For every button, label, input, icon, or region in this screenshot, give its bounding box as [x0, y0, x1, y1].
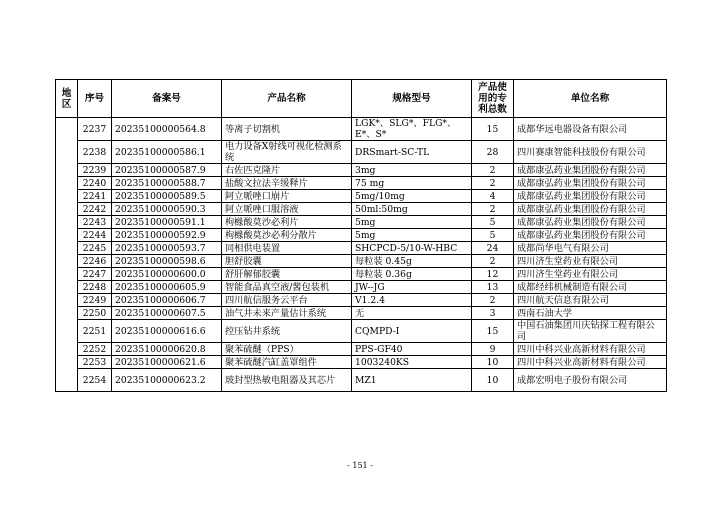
patents-cell: 5 — [472, 229, 514, 242]
model-cell: CQMPD-I — [352, 320, 472, 343]
seq-cell: 2243 — [78, 216, 112, 229]
product-name-cell: 同相供电装置 — [222, 242, 352, 255]
unit-cell: 四川中科兴业高新材料有限公司 — [514, 343, 667, 356]
header-row — [56, 80, 667, 118]
patents-cell: 5 — [472, 216, 514, 229]
seq-cell: 2239 — [78, 164, 112, 177]
header-seq: 序号 — [78, 80, 112, 118]
patents-cell: 13 — [472, 281, 514, 294]
product-name-cell: 枸橼酸莫沙必利分散片 — [222, 229, 352, 242]
model-cell: SHCPCD-5/10-W-HBC — [352, 242, 472, 255]
unit-cell: 成都尚华电气有限公司 — [514, 242, 667, 255]
table-row — [56, 229, 667, 242]
product-name-cell: 阿立哌唑口服溶液 — [222, 203, 352, 216]
patents-cell: 2 — [472, 255, 514, 268]
region-cell — [56, 118, 78, 392]
model-cell: V1.2.4 — [352, 294, 472, 307]
model-cell: 5mg — [352, 216, 472, 229]
table-row — [56, 356, 667, 369]
model-cell: 50ml:50mg — [352, 203, 472, 216]
header-region: 地区 — [56, 80, 78, 118]
patents-cell: 15 — [472, 118, 514, 141]
seq-cell: 2252 — [78, 343, 112, 356]
record-no-cell: 20235100000591.1 — [112, 216, 222, 229]
record-no-cell: 20235100000564.8 — [112, 118, 222, 141]
product-name-cell: 油气井未来产量估计系统 — [222, 307, 352, 320]
patents-cell: 28 — [472, 141, 514, 164]
model-cell: 无 — [352, 307, 472, 320]
record-no-cell: 20235100000623.2 — [112, 369, 222, 392]
model-cell: DRSmart-SC-TL — [352, 141, 472, 164]
table-row — [56, 369, 667, 392]
patents-cell: 24 — [472, 242, 514, 255]
unit-cell: 成都宏明电子股份有限公司 — [514, 369, 667, 392]
table-row — [56, 242, 667, 255]
unit-cell: 四川中科兴业高新材料有限公司 — [514, 356, 667, 369]
seq-cell: 2249 — [78, 294, 112, 307]
record-no-cell: 20235100000589.5 — [112, 190, 222, 203]
patents-cell: 4 — [472, 190, 514, 203]
seq-cell: 2244 — [78, 229, 112, 242]
product-name-cell: 舒肝解郁胶囊 — [222, 268, 352, 281]
seq-cell: 2245 — [78, 242, 112, 255]
record-no-cell: 20235100000600.0 — [112, 268, 222, 281]
unit-cell: 成都康弘药业集团股份有限公司 — [514, 229, 667, 242]
seq-cell: 2253 — [78, 356, 112, 369]
table-row — [56, 177, 667, 190]
record-no-cell: 20235100000587.9 — [112, 164, 222, 177]
patents-cell: 2 — [472, 164, 514, 177]
model-cell: 5mg — [352, 229, 472, 242]
model-cell: 75 mg — [352, 177, 472, 190]
record-no-cell: 20235100000592.9 — [112, 229, 222, 242]
patents-cell: 12 — [472, 268, 514, 281]
table-row — [56, 281, 667, 294]
record-no-cell: 20235100000605.9 — [112, 281, 222, 294]
model-cell: LGK*、SLG*、FLG*、E*、S* — [352, 118, 472, 141]
table-row — [56, 216, 667, 229]
record-no-cell: 20235100000621.6 — [112, 356, 222, 369]
product-name-cell: 智能食品真空液/酱包装机 — [222, 281, 352, 294]
unit-cell: 中国石油集团川庆钻探工程有限公司 — [514, 320, 667, 343]
patents-cell: 3 — [472, 307, 514, 320]
model-cell: 1003240KS — [352, 356, 472, 369]
seq-cell: 2237 — [78, 118, 112, 141]
record-no-cell: 20235100000620.8 — [112, 343, 222, 356]
seq-cell: 2248 — [78, 281, 112, 294]
table-row — [56, 268, 667, 281]
unit-cell: 成都经纬机械制造有限公司 — [514, 281, 667, 294]
unit-cell: 四川赛康智能科技股份有限公司 — [514, 141, 667, 164]
product-name-cell: 电力设备X射线可视化检测系统 — [222, 141, 352, 164]
product-name-cell: 控压钻井系统 — [222, 320, 352, 343]
table-row — [56, 141, 667, 164]
product-name-cell: 右佐匹克隆片 — [222, 164, 352, 177]
table-row — [56, 190, 667, 203]
product-name-cell: 聚苯硫醚（PPS） — [222, 343, 352, 356]
header-record-no: 备案号 — [112, 80, 222, 118]
header-product-name: 产品名称 — [222, 80, 352, 118]
record-no-cell: 20235100000606.7 — [112, 294, 222, 307]
seq-cell: 2241 — [78, 190, 112, 203]
table-row — [56, 294, 667, 307]
table-row — [56, 307, 667, 320]
patents-cell: 2 — [472, 203, 514, 216]
product-name-cell: 阿立哌唑口崩片 — [222, 190, 352, 203]
product-name-cell: 枸橼酸莫沙必利片 — [222, 216, 352, 229]
model-cell: MZ1 — [352, 369, 472, 392]
patents-cell: 2 — [472, 177, 514, 190]
product-name-cell: 胆舒胶囊 — [222, 255, 352, 268]
unit-cell: 四川济生堂药业有限公司 — [514, 255, 667, 268]
product-table — [55, 79, 667, 392]
patents-cell: 10 — [472, 356, 514, 369]
product-name-cell: 盐酸文拉法辛缓释片 — [222, 177, 352, 190]
model-cell: 每粒装 0.45g — [352, 255, 472, 268]
unit-cell: 四川济生堂药业有限公司 — [514, 268, 667, 281]
table-row — [56, 118, 667, 141]
unit-cell: 四川航天信息有限公司 — [514, 294, 667, 307]
seq-cell: 2240 — [78, 177, 112, 190]
unit-cell: 成都康弘药业集团股份有限公司 — [514, 216, 667, 229]
seq-cell: 2251 — [78, 320, 112, 343]
model-cell: 每粒装 0.36g — [352, 268, 472, 281]
unit-cell: 成都康弘药业集团股份有限公司 — [514, 190, 667, 203]
table-row — [56, 255, 667, 268]
header-unit: 单位名称 — [514, 80, 667, 118]
model-cell: 5mg/10mg — [352, 190, 472, 203]
seq-cell: 2247 — [78, 268, 112, 281]
unit-cell: 西南石油大学 — [514, 307, 667, 320]
patents-cell: 9 — [472, 343, 514, 356]
unit-cell: 成都康弘药业集团股份有限公司 — [514, 164, 667, 177]
record-no-cell: 20235100000616.6 — [112, 320, 222, 343]
header-patents: 产品使用的专利总数 — [472, 80, 514, 118]
seq-cell: 2246 — [78, 255, 112, 268]
header-model: 规格型号 — [352, 80, 472, 118]
product-name-cell: 等离子切割机 — [222, 118, 352, 141]
model-cell: JW--JG — [352, 281, 472, 294]
patents-cell: 10 — [472, 369, 514, 392]
seq-cell: 2242 — [78, 203, 112, 216]
table-row — [56, 343, 667, 356]
seq-cell: 2254 — [78, 369, 112, 392]
unit-cell: 成都华远电器设备有限公司 — [514, 118, 667, 141]
product-name-cell: 聚苯硫醚汽缸盖罩组件 — [222, 356, 352, 369]
record-no-cell: 20235100000598.6 — [112, 255, 222, 268]
record-no-cell: 20235100000588.7 — [112, 177, 222, 190]
seq-cell: 2238 — [78, 141, 112, 164]
record-no-cell: 20235100000590.3 — [112, 203, 222, 216]
table-row — [56, 164, 667, 177]
table-row — [56, 203, 667, 216]
model-cell: PPS-GF40 — [352, 343, 472, 356]
unit-cell: 成都康弘药业集团股份有限公司 — [514, 203, 667, 216]
product-name-cell: 四川航信服务云平台 — [222, 294, 352, 307]
patents-cell: 2 — [472, 294, 514, 307]
record-no-cell: 20235100000586.1 — [112, 141, 222, 164]
unit-cell: 成都康弘药业集团股份有限公司 — [514, 177, 667, 190]
table-row — [56, 320, 667, 343]
record-no-cell: 20235100000607.5 — [112, 307, 222, 320]
product-name-cell: 玻封型热敏电阻器及其芯片 — [222, 369, 352, 392]
page-number: - 151 - — [347, 461, 373, 470]
seq-cell: 2250 — [78, 307, 112, 320]
patents-cell: 15 — [472, 320, 514, 343]
model-cell: 3mg — [352, 164, 472, 177]
record-no-cell: 20235100000593.7 — [112, 242, 222, 255]
